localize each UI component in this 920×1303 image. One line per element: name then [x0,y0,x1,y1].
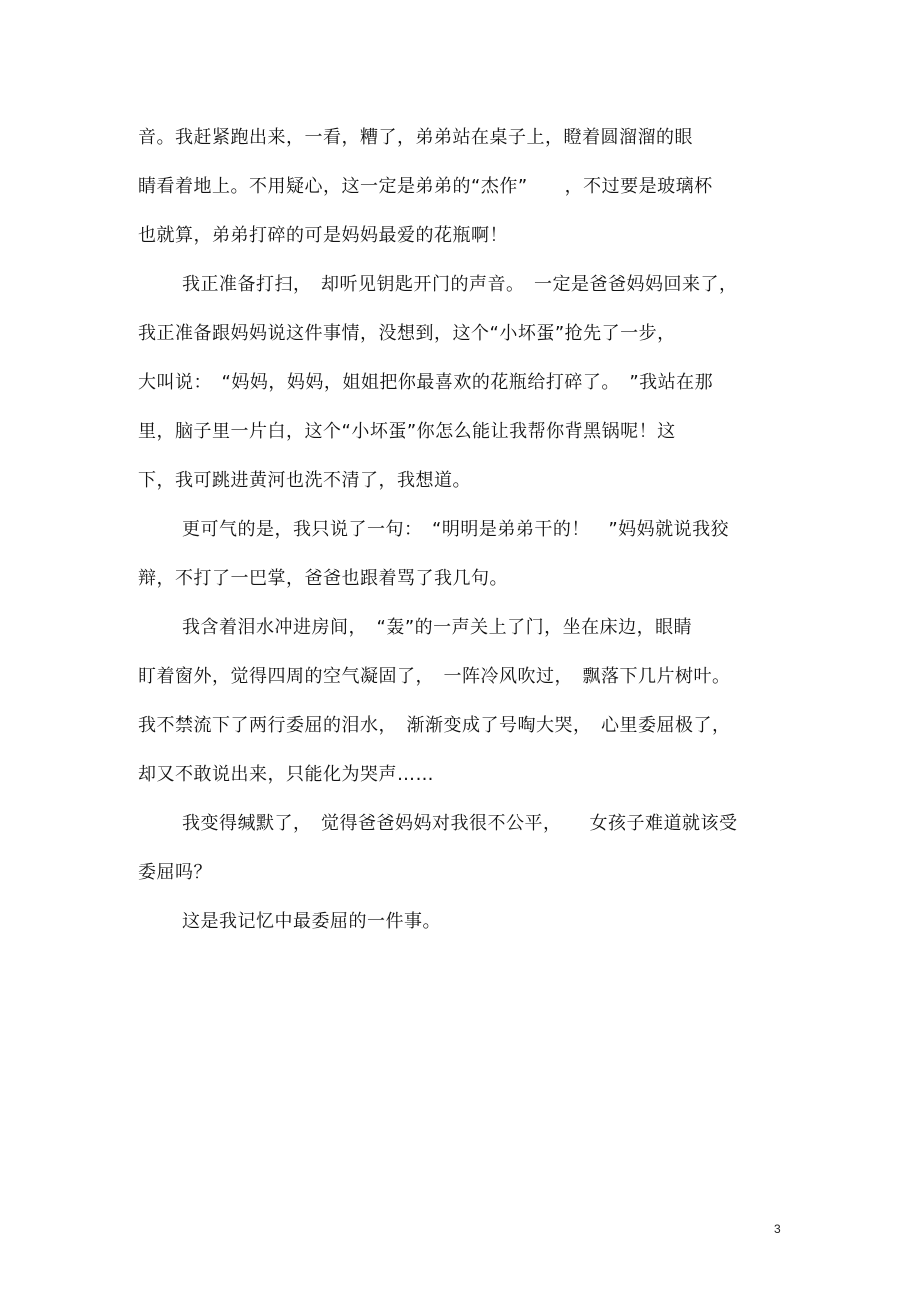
text-line: 大叫说： “妈妈，妈妈，姐姐把你最喜欢的花瓶给打碎了。 ”我站在那 [138,372,714,393]
text-line: 也就算，弟弟打碎的可是妈妈最爱的花瓶啊！ [138,225,508,246]
text-line: 音。我赶紧跑出来，一看，糟了，弟弟站在桌子上，瞪着圆溜溜的眼 [138,127,693,148]
text-line: 下，我可跳进黄河也洗不清了，我想道。 [138,470,471,491]
text-line: 我正准备跟妈妈说这件事情，没想到，这个“小坏蛋”抢先了一步， [138,323,676,344]
paragraph-start-line: 我正准备打扫， 却听见钥匙开门的声音。 一定是爸爸妈妈回来了， [182,274,738,295]
text-line: 睛看着地上。不用疑心，这一定是弟弟的“杰作” ，不过要是玻璃杯 [138,176,713,197]
text-line: 辩，不打了一巴掌，爸爸也跟着骂了我几句。 [138,568,508,589]
text-line: 我不禁流下了两行委屈的泪水， 渐渐变成了号啕大哭， 心里委屈极了， [138,715,731,736]
paragraph-start-line: 这是我记忆中最委屈的一件事。 [182,911,441,932]
text-line: 盯着窗外，觉得四周的空气凝固了， 一阵冷风吹过， 飘落下几片树叶。 [138,666,731,687]
paragraph-start-line: 我变得缄默了， 觉得爸爸妈妈对我很不公平， 女孩子难道就该受 [182,813,738,834]
text-line: 却又不敢说出来，只能化为哭声…… [138,764,434,785]
paragraph-start-line: 更可气的是，我只说了一句： “明明是弟弟干的！ ”妈妈就说我狡 [182,519,730,540]
text-line: 里，脑子里一片白，这个“小坏蛋”你怎么能让我帮你背黑锅呢！这 [138,421,676,442]
page-number: 3 [774,1222,781,1236]
text-line: 委屈吗？ [138,862,212,883]
paragraph-start-line: 我含着泪水冲进房间， “轰”的一声关上了门，坐在床边，眼睛 [182,617,693,638]
